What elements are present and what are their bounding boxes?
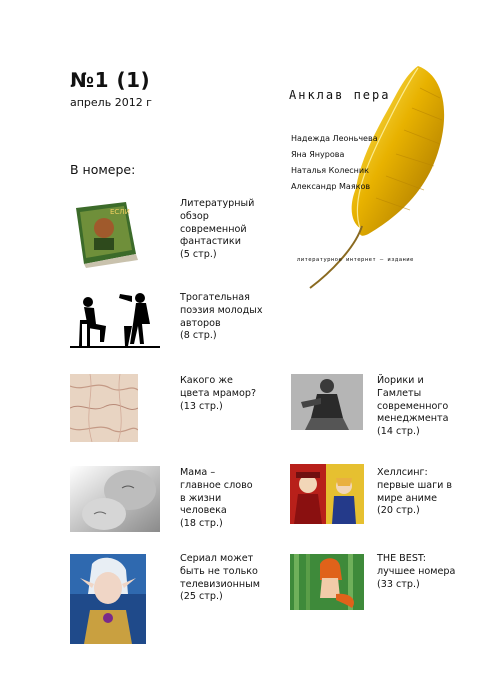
article-item[interactable]: Мама – главное слово в жизни человека (18 стр.): [180, 467, 253, 530]
book-cover-icon: [70, 198, 142, 270]
article-item[interactable]: Сериал может быть не только телевизионным (25 стр.): [180, 553, 260, 603]
page-reference: (5 стр.): [180, 249, 217, 261]
anime-characters-icon: [290, 464, 364, 524]
page-reference: (13 стр.): [180, 400, 223, 412]
author-name: Наталья Колесник: [291, 166, 369, 175]
author-list: [291, 131, 378, 195]
elf-portrait-icon: [70, 554, 146, 644]
page-reference: (14 стр.): [377, 426, 420, 438]
page-reference: (33 стр.): [377, 578, 420, 590]
author-name: Яна Янурова: [291, 150, 345, 159]
article-item[interactable]: Йорики и Гамлеты современного менеджмента (14 стр.): [377, 375, 449, 438]
in-issue-heading: В номере:: [70, 162, 136, 177]
page-reference: (25 стр.): [180, 591, 223, 603]
author-name: Надежда Леоньчева: [291, 134, 378, 143]
article-item[interactable]: Какого же цвета мрамор? (13 стр.): [180, 375, 257, 412]
knight-engraving-icon: [291, 374, 363, 430]
silhouette-icon: [70, 290, 160, 350]
article-item[interactable]: Хеллсинг: первые шаги в мире аниме (20 стр.): [377, 467, 453, 517]
brand-title: Анклав пера: [289, 88, 391, 102]
page-reference: (20 стр.): [377, 505, 420, 517]
brand-tagline: литературное интернет – издание: [297, 257, 414, 263]
article-item[interactable]: Литературный обзор современной фантастики (5 стр.): [180, 198, 255, 261]
svg-text:ЕСЛИ: ЕСЛИ: [110, 208, 130, 216]
article-item[interactable]: Трогательная поэзия молодых авторов (8 стр.): [180, 292, 263, 342]
fox-girl-icon: [290, 554, 364, 610]
article-item[interactable]: THE BEST: лучшее номера (33 стр.): [377, 553, 456, 590]
page-reference: (8 стр.): [180, 330, 217, 342]
issue-number: №1 (1): [70, 68, 151, 92]
sleeping-baby-icon: [70, 466, 160, 532]
page-reference: (18 стр.): [180, 518, 223, 530]
author-name: Александр Маяков: [291, 182, 371, 191]
marble-texture-icon: [70, 374, 138, 442]
issue-date: апрель 2012 г: [70, 96, 152, 109]
